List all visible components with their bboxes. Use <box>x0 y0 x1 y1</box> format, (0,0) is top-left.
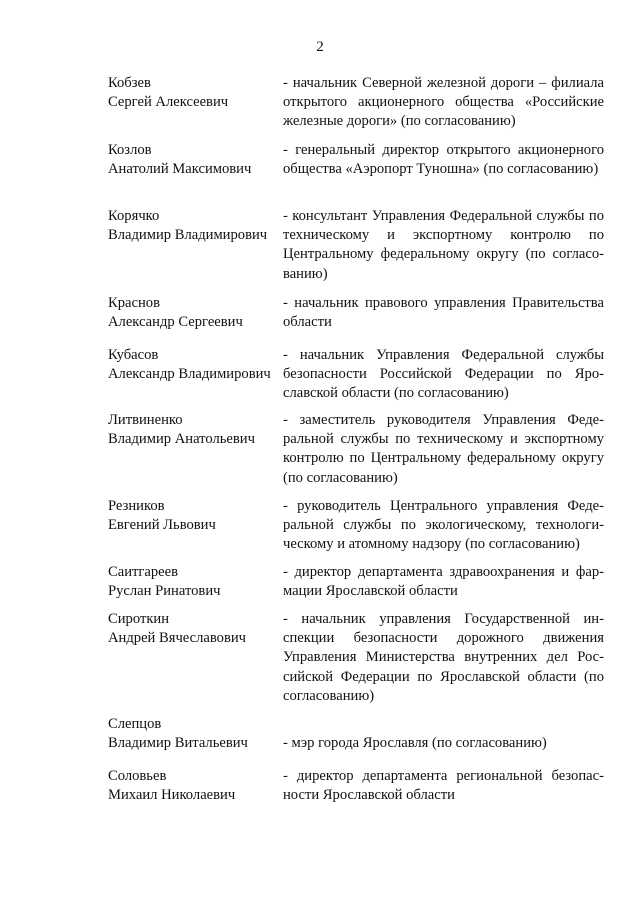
member-name <box>108 767 278 805</box>
member-role: - консультант Управления Федеральной службы по техническому и экспортному контролю по Центральному федеральному округу (по согласованию) <box>283 208 604 282</box>
member-name <box>108 294 278 332</box>
member-name <box>108 74 278 112</box>
member-role: - директор департамента региональной безопасности Ярославской области <box>283 768 604 804</box>
member-surname: Литвиненко <box>108 412 183 428</box>
member-name <box>108 207 278 245</box>
member-given-names: Александр Сергеевич <box>108 314 243 331</box>
member-surname: Кобзев <box>108 75 151 91</box>
member-surname: Резников <box>108 498 165 514</box>
member-role: - заместитель руководителя Управления Федеральной службы по техническому и экспортному контролю по Центральному федеральному округу (по согласованию) <box>283 412 604 486</box>
member-surname: Саитгареев <box>108 564 179 580</box>
member-role: - руководитель Центрального управления Федеральной службы по экологическому, технологическому и атомному надзору (по согласованию) <box>283 498 604 553</box>
member-role: - генеральный директор открытого акционерного общества «Аэропорт Туношна» (по согласованию) <box>283 142 604 178</box>
member-role: - мэр города Ярославля (по согласованию) <box>283 735 547 751</box>
member-surname: Корячко <box>108 208 160 224</box>
member-surname: Краснов <box>108 295 160 311</box>
member-name <box>108 715 278 753</box>
member-surname: Сироткин <box>108 611 170 627</box>
member-role: - начальник Управления Федеральной службы безопасности Российской Федерации по Ярославской области (по согласованию) <box>283 347 604 402</box>
member-given-names: Владимир Владимирович <box>108 227 268 244</box>
member-name <box>108 563 278 601</box>
member-role: - начальник Северной железной дороги – филиала открытого акционерного общества «Российские железные дороги» (по согласованию) <box>283 75 604 130</box>
member-name <box>108 411 278 449</box>
member-name <box>108 610 278 648</box>
member-role: - начальник правового управления Правительства области <box>283 295 604 331</box>
member-name <box>108 346 278 384</box>
member-given-names: Андрей Вячеславович <box>108 630 246 647</box>
member-given-names: Анатолий Максимович <box>108 161 252 178</box>
member-given-names: Руслан Ринатович <box>108 583 221 600</box>
member-given-names: Сергей Алексеевич <box>108 94 229 111</box>
page-number: 2 <box>316 39 324 55</box>
member-given-names: Владимир Витальевич <box>108 735 248 752</box>
member-surname: Козлов <box>108 142 152 158</box>
member-name <box>108 497 278 535</box>
member-given-names: Михаил Николаевич <box>108 787 236 804</box>
member-surname: Соловьев <box>108 768 167 784</box>
member-surname: Кубасов <box>108 347 159 363</box>
member-name <box>108 141 278 179</box>
member-role: - начальник управления Государственной инспекции безопасности дорожного движения Управления Министерства внутренних дел Российской Федерации по Ярославской области (по согласованию) <box>283 611 604 704</box>
member-surname: Слепцов <box>108 716 162 732</box>
member-role: - директор департамента здравоохранения и фармации Ярославской области <box>283 564 604 600</box>
member-given-names: Александр Владимирович <box>108 366 271 383</box>
member-given-names: Евгений Львович <box>108 517 216 534</box>
member-given-names: Владимир Анатольевич <box>108 431 255 448</box>
